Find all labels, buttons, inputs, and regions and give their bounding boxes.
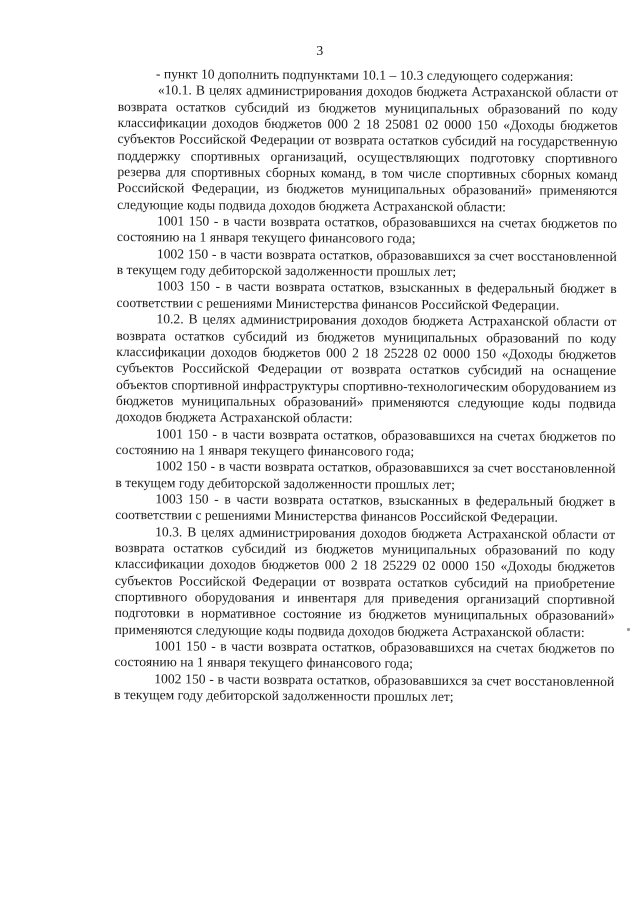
clause-10-1-code-1003: 1003 150 - в части возврата остатков, взысканных в федеральный бюджет в соответствии с решениями Министерства финансов Российской Федерации.: [116, 278, 617, 313]
clause-10-3: 10.3. В целях администрирования доходов бюджета Астраханской области от возврата остатков субсидий из бюджетов муниципальных образований по коду классификации доходов бюджетов 000 2 18 25229 02 0000 150 «Доходы бюджетов субъектов Российской Федерации от возврата остатков субсидий на приобретение спортивного оборудования и инвентаря для приведения организаций спортивной подготовки в нормативное состояние из бюджетов муниципальных образований» применяются следующие коды подвида доходов бюджета Астраханской области:: [114, 523, 616, 640]
clause-10-1: «10.1. В целях администрирования доходов бюджета Астраханской области от возврата остатков субсидий из бюджетов муниципальных образований по коду классификации доходов бюджетов 000 2 18 25081 02 0000 150 «Доходы бюджетов субъектов Российской Федерации от возврата остатков субсидий на государственную поддержку спортивных организаций, осуществляющих подготовку спортивного резерва для спортивных сборных команд, в том числе спортивных сборных команд Российской Федерации, из бюджетов муниципальных образований» применяются следующие коды подвида доходов бюджета Астраханской области:: [117, 82, 618, 215]
clause-10-1-code-1002: 1002 150 - в части возврата остатков, образовавшихся за счет восстановленной в текущем году дебиторской задолженности прошлых лет;: [116, 246, 617, 280]
page-number: 3: [316, 44, 324, 59]
clause-10-3-code-1001: 1001 150 - в части возврата остатков, образовавшихся на счетах бюджетов по состоянию на 1 января текущего финансового года;: [114, 638, 615, 672]
clause-10-1-code-1001: 1001 150 - в части возврата остатков, образовавшихся на счетах бюджетов по состоянию на 1 января текущего финансового года;: [116, 213, 618, 247]
clause-10-2: 10.2. В целях администрирования доходов бюджета Астраханской области от возврата остатков субсидий из бюджетов муниципальных образований по коду классификации доходов бюджетов 000 2 18 25228 02 0000 150 «Доходы бюджетов субъектов Российской Федерации от возврата остатков субсидий на оснащение объектов спортивной инфраструктуры спортивно-технологическим оборудованием из бюджетов муниципальных образований» применяются следующие коды подвида доходов бюджета Астраханской области:: [115, 311, 617, 426]
clause-10-2-code-1002: 1002 150 - в части возврата остатков, образовавшихся за счет восстановленной в текущем году дебиторской задолженности прошлых лет;: [115, 458, 616, 492]
scan-speck: [627, 628, 630, 631]
intro-line: - пункт 10 дополнить подпунктами 10.1 – 10.3 следующего содержания:: [155, 66, 574, 84]
document-body: [114, 66, 618, 706]
clause-10-3-code-1002: 1002 150 - в части возврата остатков, образовавшихся за счет восстановленной в текущем году дебиторской задолженности прошлых лет;: [114, 670, 615, 705]
clause-10-2-code-1003: 1003 150 - в части возврата остатков, взысканных в федеральный бюджет в соответствии с решениями Министерства финансов Российской Федерации.: [115, 491, 616, 525]
clause-10-2-code-1001: 1001 150 - в части возврата остатков, образовавшихся на счетах бюджетов по состоянию на 1 января текущего финансового года;: [115, 425, 616, 459]
